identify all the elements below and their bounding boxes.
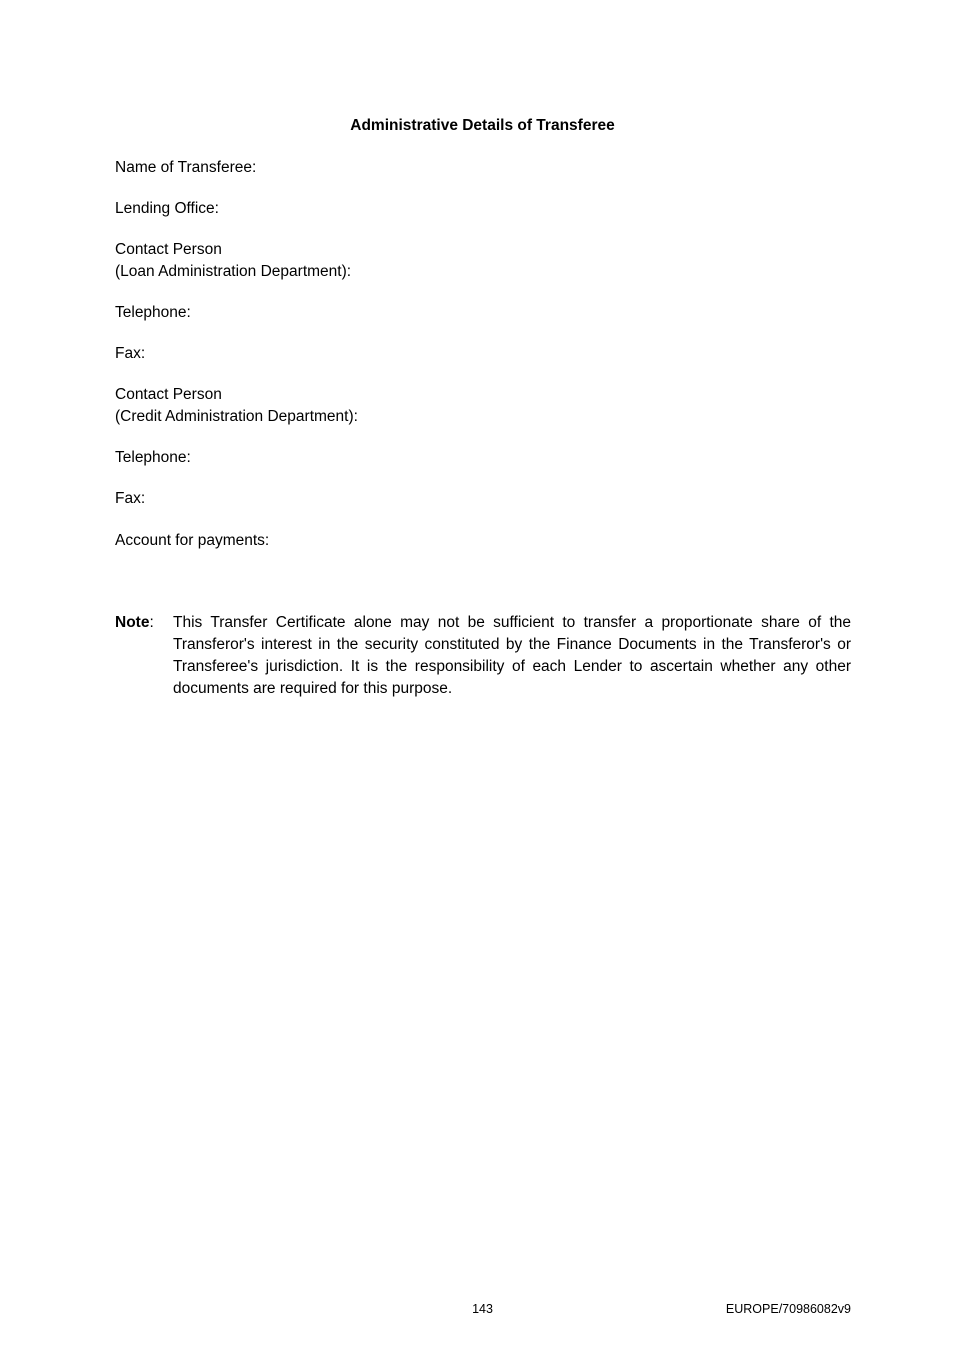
field-fax-credit xyxy=(115,488,145,510)
field-label: Fax: xyxy=(115,490,146,507)
field-label-sub: (Credit Administration Department): xyxy=(115,408,358,425)
field-telephone-loan xyxy=(115,302,191,324)
note-label-text: Note xyxy=(115,614,150,631)
field-lending-office xyxy=(115,198,219,220)
field-contact-person-credit xyxy=(115,384,358,428)
field-label-sub: (Loan Administration Department): xyxy=(115,263,352,280)
field-label: Account for payments: xyxy=(115,532,270,549)
field-label: Fax: xyxy=(115,345,146,362)
note-separator: : xyxy=(149,614,154,631)
field-label: Contact Person xyxy=(115,386,222,403)
field-label: Lending Office: xyxy=(115,200,219,217)
page-number: 143 xyxy=(472,1302,493,1316)
note-label xyxy=(115,612,154,634)
note-text: This Transfer Certificate alone may not be sufficient to transfer a proportionate share of the Transferor's interest in the security constituted by the Finance Documents in the Transferor's or Transferee's jurisdiction. It is the responsibility of each Lender to ascertain whether any other documents are required for this purpose. xyxy=(173,614,851,697)
field-label: Contact Person xyxy=(115,241,222,258)
field-contact-person-loan xyxy=(115,239,351,283)
field-account-for-payments xyxy=(115,530,269,552)
field-label: Telephone: xyxy=(115,304,191,321)
document-reference: EUROPE/70986082v9 xyxy=(725,1302,851,1316)
page-title: Administrative Details of Transferee xyxy=(350,117,615,134)
field-telephone-credit xyxy=(115,447,191,469)
field-fax-loan xyxy=(115,343,145,365)
field-label: Telephone: xyxy=(115,449,191,466)
field-name-of-transferee xyxy=(115,157,256,179)
field-label: Name of Transferee: xyxy=(115,159,257,176)
